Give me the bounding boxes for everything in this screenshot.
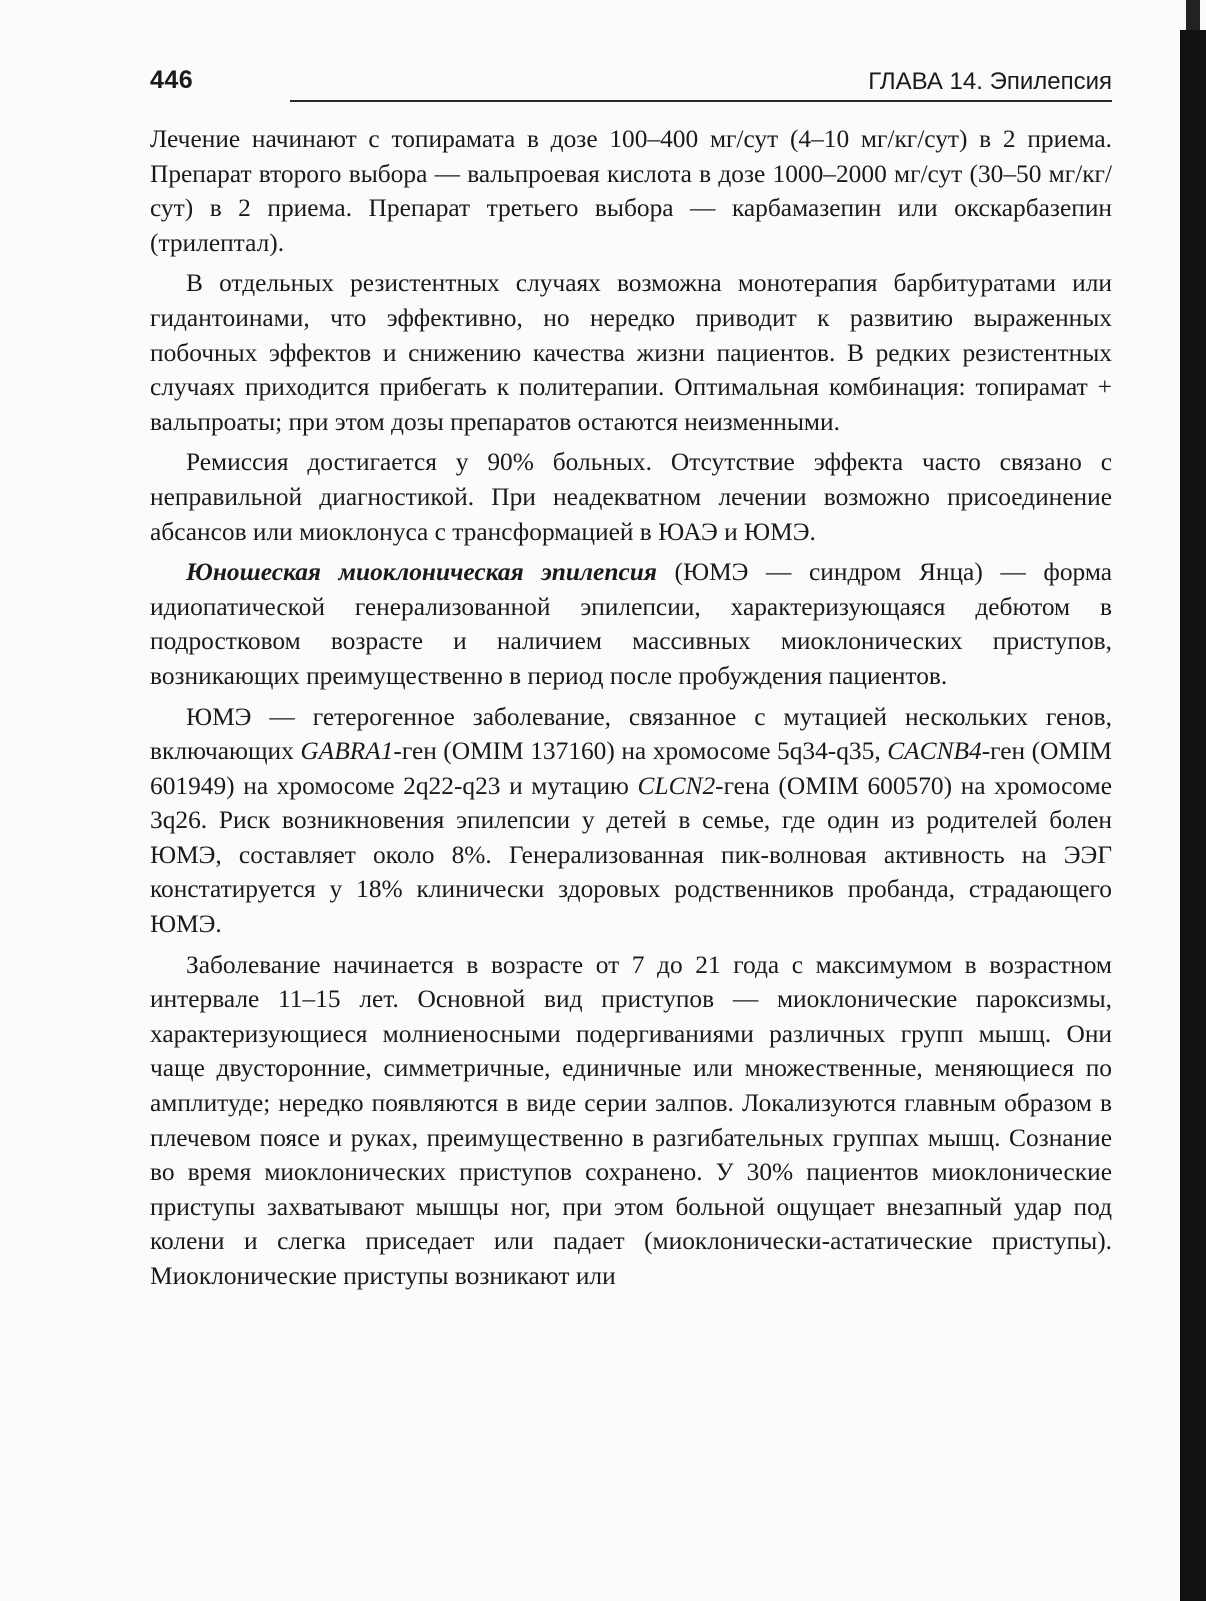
paragraph-3: Ремиссия достигается у 90% больных. Отсутствие эффекта часто связано с неправильной диагностикой. При неадекватном лечении возможно присоединение абсансов или миоклонуса с трансформацией в ЮАЭ и ЮМЭ. bbox=[150, 448, 1112, 546]
paragraph-4-rest: (ЮМЭ — синдром Янца) — форма идиопатической генерализованной эпилепсии, характеризующаяся дебютом в подростковом возрасте и наличием массивных миоклонических приступов, возникающих преимущественно в период после пробуждения пациентов. bbox=[150, 558, 1112, 690]
header-rule bbox=[290, 100, 1112, 102]
page-header bbox=[150, 66, 1112, 106]
paragraph-5-part-d: -гена (OMIM 600570) на хромосоме 3q26. Риск возникновения эпилепсии у детей в семье, где один из родителей болен ЮМЭ, составляет около 8%. Генерализованная пик-волновая активность на ЭЭГ констатируется у 18% клинически здоровых родственников пробанда, страдающего ЮМЭ. bbox=[150, 771, 1112, 939]
page-number: 446 bbox=[150, 66, 194, 94]
paragraph-1: Лечение начинают с топирамата в дозе 100–400 мг/сут (4–10 мг/кг/сут) в 2 приема. Препарат второго выбора — вальпроевая кислота в дозе 1000–2000 мг/сут (30–50 мг/кг/сут) в 2 приема. Препарат третьего выбора — карбамазепин или окскарбазепин (трилептал). bbox=[150, 125, 1112, 257]
gene-cacnb4: CACNB4 bbox=[887, 737, 982, 766]
paragraph-5-part-a: ЮМЭ — гетерогенное заболевание, связанное с мутацией нескольких генов, включающих bbox=[150, 702, 1112, 766]
body-text bbox=[150, 122, 1112, 1300]
scan-edge-shadow bbox=[1180, 30, 1206, 1601]
paragraph-4 bbox=[150, 555, 1112, 693]
running-head: ГЛАВА 14. Эпилепсия bbox=[868, 68, 1112, 95]
paragraph-5-part-b: -ген (OMIM 137160) на хромосоме 5q34-q35, bbox=[393, 737, 888, 766]
paragraph-5-part-c: -ген (OMIM 601949) на хромосоме 2q22-q23 и мутацию bbox=[150, 737, 1113, 800]
paragraph-6: Заболевание начинается в возрасте от 7 до 21 года с максимумом в возрастном интервале 11–15 лет. Основной вид приступов — миоклонические пароксизмы, характеризующиеся молниеносными подергиваниями различных групп мышц. Они чаще двусторонние, симметричные, единичные или множественные, меняющиеся по амплитуде; нередко появляются в виде серии залпов. Локализуются главным образом в плечевом поясе и руках, преимущественно в разгибательных группах мышц. Сознание во время миоклонических приступов сохранено. У 30% пациентов миоклонические приступы захватывают мышцы ног, при этом больной ощущает внезапный удар под колени и слегка приседает или падает (миоклонически-астатические приступы). Миоклонические приступы возникают или bbox=[150, 950, 1112, 1290]
gene-clcn2: CLCN2 bbox=[637, 771, 716, 800]
term-jme: Юношеская миоклоническая эпилепсия bbox=[186, 558, 657, 587]
paragraph-5 bbox=[150, 700, 1112, 942]
gene-gabra1: GABRA1 bbox=[300, 737, 394, 766]
paragraph-2: В отдельных резистентных случаях возможна монотерапия барбитуратами или гидантоинами, что эффективно, но нередко приводит к развитию выраженных побочных эффектов и снижению качества жизни пациентов. В редких резистентных случаях приходится прибегать к политерапии. Оптимальная комбинация: топирамат + вальпроаты; при этом дозы препаратов остаются неизменными. bbox=[150, 269, 1112, 436]
